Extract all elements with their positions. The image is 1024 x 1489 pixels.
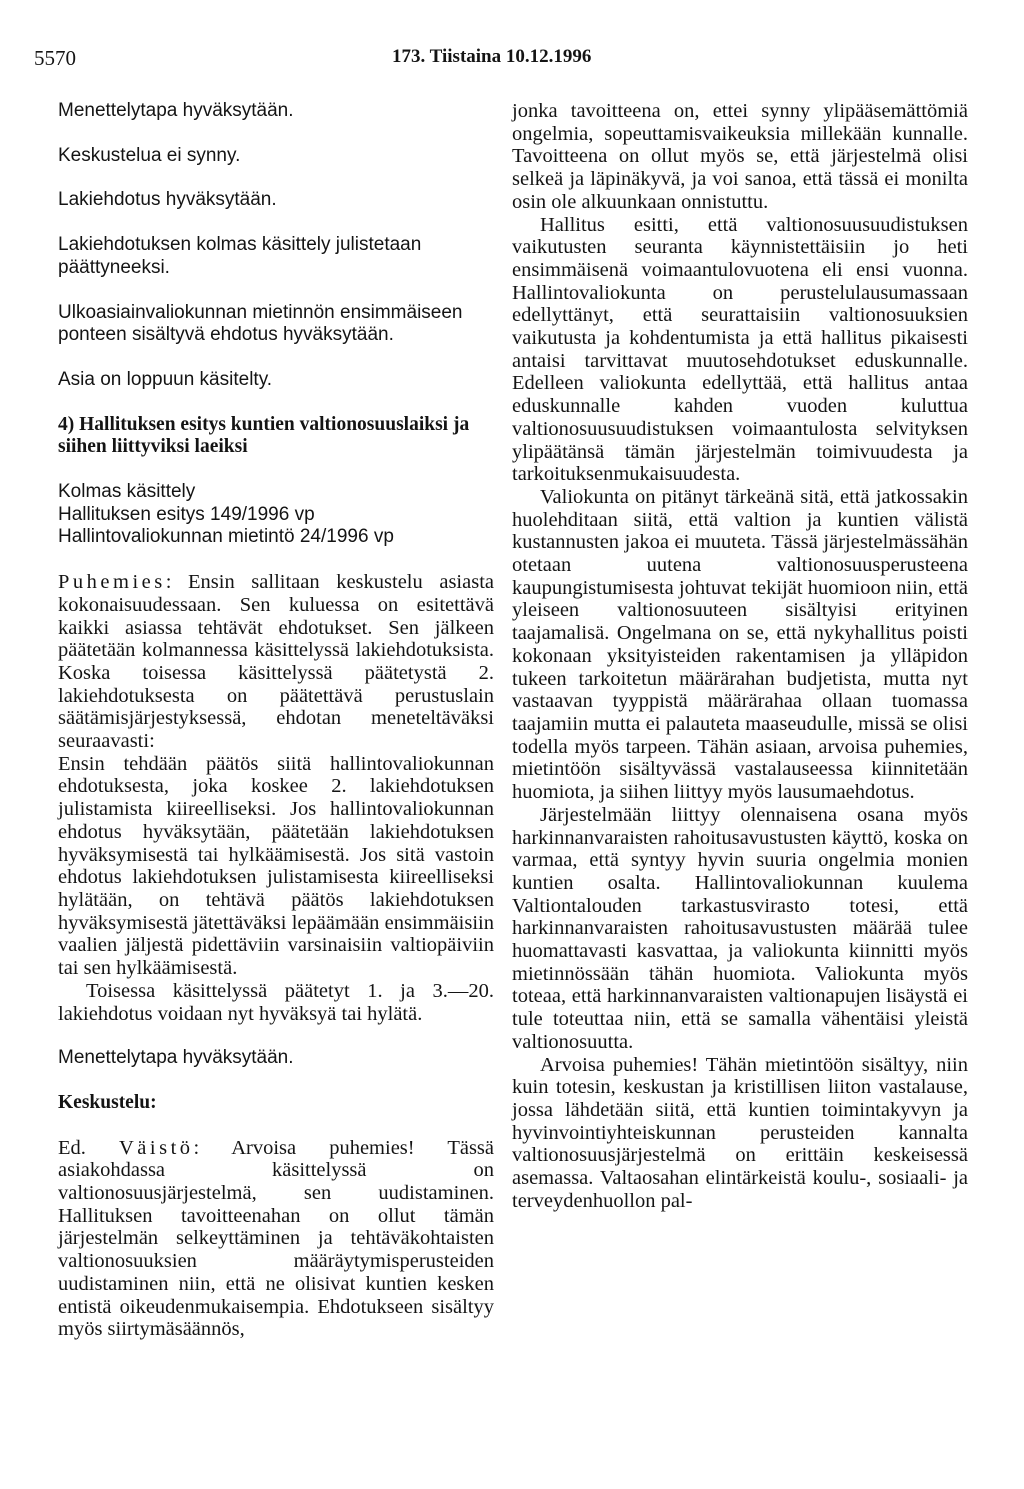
speech-speaker-name: Väistö xyxy=(119,1136,194,1159)
decision-line: Ulkoasiainvaliokunnan mietinnön ensimmäiseen ponteen sisältyvä ehdotus hyväksytään. xyxy=(58,301,463,346)
body-paragraph: jonka tavoitteena on, ettei synny ylipääsemättömiä ongelmia, sopeuttamisvaikeuksia millekään kunnalle. Tavoitteena on ollut myös se, että järjestelmä olisi selkeä ja läpinäkyvä, ja voi sanoa, että tässä ei monilta osin ole alkuunkaan onnistuttu. xyxy=(512,100,968,213)
right-column xyxy=(512,100,968,1212)
reference-line: Hallintovaliokunnan mietintö 24/1996 vp xyxy=(58,526,394,548)
body-paragraph: Järjestelmään liittyy olennaisena osana myös harkinnanvaraisten rahoitusavustusten käyttö, koska on varmaa, että syntyy hyvin suuria ongelmia monien kuntien osalta. Hallintovaliokunnan kuulema Valtiontalouden tarkastusvirasto totesi, että harkinnanvaraisten rahoitusavustusten määrää tulee huomattavasti kasvattaa, ja valiokunta kiinnitti myös mietinnössään tähän huomiota. Valiokunta myös toteaa, että harkinnanvaraisten valtionapujen lisäystä ei tule toteuttaa niin, että se samalla vähentäisi yleistä valtionosuutta. xyxy=(512,803,968,1053)
speaker-name: Puhemies xyxy=(58,571,166,594)
speech-text: Arvoisa puhemies! Tässä asiakohdassa käsittelyssä on valtionosuusjärjestelmä, sen uudistaminen. Hallituksen tavoitteenahan on ollut tämän järjestelmän selkeyttäminen ja tehtäväkohtaisten valtionosuuksien määräytymisperusteiden uudistaminen niin, että ne olisivat kuntien kesken entistä oikeudenmukaisempia. Ehdotukseen sisältyy myös siirtymäsäännös, xyxy=(58,1136,494,1341)
speech-prefix: Ed. xyxy=(58,1136,119,1159)
agenda-item-heading: 4) Hallituksen esitys kuntien valtionosuuslaiksi ja siihen liittyviksi laeiksi xyxy=(58,413,470,458)
body-paragraph: Ensin tehdään päätös siitä hallintovaliokunnan ehdotuksesta, joka koskee 2. lakiehdotuksen julistamista kiireelliseksi. Jos hallintovaliokunnan ehdotus hyväksytään, päätetään lakiehdotuksen hyväksymisestä tai hylkäämisestä. Jos sitä vastoin ehdotus lakiehdotuksen julistamisesta kiireelliseksi hylätään, on tehtävä päätös lakiehdotuksen hyväksymisestä jätettäväksi lepäämään ensimmäisiin vaalien jäljestä pidettäviin varsinaisiin valtiopäiviin tai sen hylkäämisestä. xyxy=(58,752,494,980)
body-paragraph: Valiokunta on pitänyt tärkeänä sitä, että jatkossakin huolehditaan siitä, että valtion ja kuntien välistä kustannusten jakoa ei muuteta. Tässä järjestelmässähän otetaan uutena valtionosuusperusteena kaupungistumisesta johtuvat tekijät huomioon niin, että yleiseen valtionosuuteen sisältyisi erityinen taajamalisä. Ongelmana on se, että nykyhallitus poisti kokonaan yksityisteiden rakentamisen ja ylläpidon tukeen tarkoitetun määrärahan budjetista, mutta nyt vastaavan tyyppistä määrärahaa ollaan tuomassa taajamiin mutta ei palauteta maaseudulle, missä se olisi todella myös tarpeen. Tähän asiaan, arvoisa puhemies, mietintöön sisältyvässä vastalauseessa kiinnitetään huomiota, ja siihen liittyy myös lausumaehdotus. xyxy=(512,485,968,804)
body-paragraph: Toisessa käsittelyssä päätetyt 1. ja 3.—20. lakiehdotus voidaan nyt hyväksyä tai hylätä. xyxy=(58,979,494,1025)
body-paragraph: Hallitus esitti, että valtionosuusuudistuksen vaikutusten seuranta käynnistettäisiin jo heti ensimmäisenä voimaantulovuotena eli ensi vuonna. Hallintovaliokunta on perustelulausumassaan edellyttänyt, että seurattaisiin valtionosuuksien vaikutusta ja kohdentumista ja että hallitus pikaisesti antaisi tarvittavat muutosehdotukset eduskunnalle. Edelleen valiokunta edellyttää, että hallitus antaa eduskunnalle kahden vuoden kuluttua valtionosuusuudistuksen voimaantulosta selvityksen ylipäätänsä tämän järjestelmän toimivuudesta ja tarkoituksenmukaisuudesta. xyxy=(512,213,968,486)
page-number: 5570 xyxy=(34,46,76,70)
decision-line: Menettelytapa hyväksytään. xyxy=(58,100,294,121)
discussion-subheading: Keskustelu: xyxy=(58,1091,157,1113)
reference-block xyxy=(58,481,494,549)
decision-line: Asia on loppuun käsitelty. xyxy=(58,368,273,390)
decision-line: Lakiehdotuksen kolmas käsittely julistetaan päättyneeksi. xyxy=(58,234,422,278)
decision-line: Keskustelua ei synny. xyxy=(58,144,241,166)
reference-line: Hallituksen esitys 149/1996 vp xyxy=(58,503,315,525)
reference-line: Kolmas käsittely xyxy=(58,481,196,503)
running-head: 173. Tiistaina 10.12.1996 xyxy=(392,46,592,67)
speaker-text: Ensin sallitaan keskustelu asiasta kokonaisuudessaan. Sen kuluessa on esitettävä kaikki asiassa tehtävät ehdotukset. Sen jälkeen päätetään kolmannessa käsittelyssä lakiehdotuksista. Koska toisessa käsittelyssä päätetystä 2. lakiehdotuksesta on päätettävä perustuslain säätämisjärjestyksessä, ehdotan meneteltäväksi seuraavasti: xyxy=(58,571,494,753)
left-column xyxy=(58,100,494,1341)
speech-paragraph xyxy=(58,1137,494,1341)
decision-line: Menettelytapa hyväksytään. xyxy=(58,1047,294,1069)
body-paragraph: Arvoisa puhemies! Tähän mietintöön sisältyy, niin kuin totesin, keskustan ja kristillisen liiton vastalause, jossa lähdetään siitä, että kuntien toimintakyvyn ja hyvinvointiyhteiskunnan perusteiden kannalta valtionosuusjärjestelmä on erittäin keskeisessä asemassa. Valtaosahan elintärkeistä koulu-, sosiaali- ja terveydenhuollon pal- xyxy=(512,1053,968,1212)
decision-line: Lakiehdotus hyväksytään. xyxy=(58,189,277,211)
speaker-paragraph xyxy=(58,571,494,753)
speech-separator: : xyxy=(193,1136,232,1159)
speaker-separator: : xyxy=(165,571,189,594)
